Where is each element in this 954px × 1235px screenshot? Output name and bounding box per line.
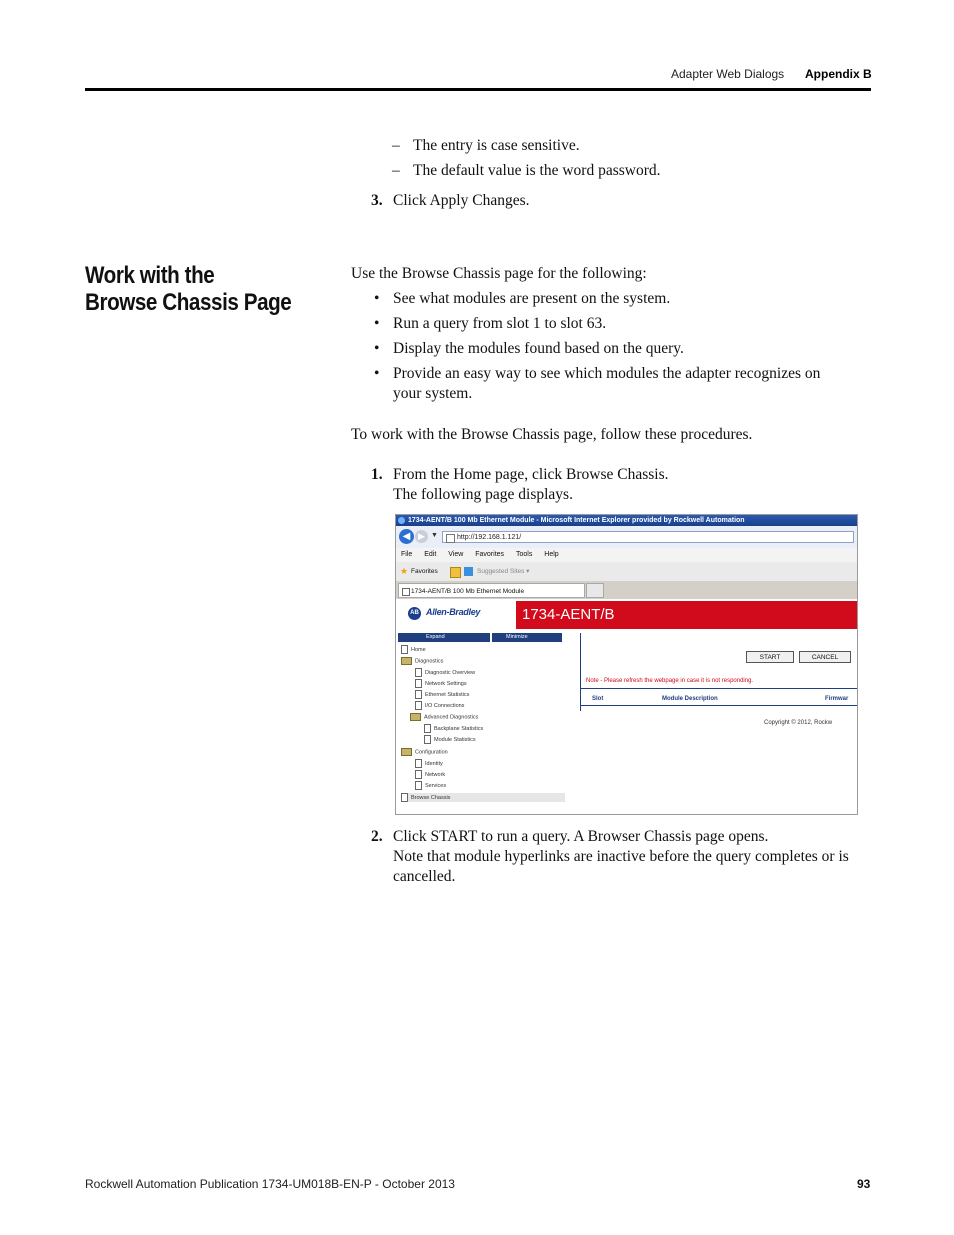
list-item-text: Display the modules found based on the query. (393, 340, 684, 357)
browser-tab[interactable] (398, 583, 585, 598)
menu-tools[interactable]: Tools (516, 551, 533, 558)
sidebar-item-label: I/O Connections (425, 702, 465, 709)
column-header-firmware: Firmwar (825, 696, 849, 702)
bullet-marker: • (374, 315, 380, 332)
window-titlebar (396, 515, 857, 526)
dash-marker: – (392, 162, 400, 179)
page-icon (446, 534, 455, 543)
ie-icon (398, 517, 405, 524)
sidebar-item-home[interactable] (401, 645, 426, 654)
ab-logo-icon: AB (408, 607, 421, 620)
document-icon (415, 690, 422, 699)
procedures-lead: To work with the Browse Chassis page, follow these procedures. (351, 426, 753, 443)
sidebar-item-backplane-statistics[interactable] (424, 724, 483, 733)
sidebar-item-label: Network (425, 771, 446, 778)
step-2 (371, 827, 865, 887)
menu-view[interactable]: View (448, 551, 464, 558)
sidenav-divider (490, 633, 492, 642)
section-lead: Use the Browse Chassis page for the following: (351, 265, 647, 282)
address-bar[interactable] (442, 531, 854, 543)
bullet-list (374, 289, 834, 404)
document-icon (424, 735, 431, 744)
document-icon (424, 724, 431, 733)
bullet-marker: • (374, 365, 380, 382)
document-icon (415, 759, 422, 768)
table-header-divider (580, 705, 857, 706)
sidebar-item-label: Home (411, 646, 426, 653)
expand-link[interactable]: Expand (426, 634, 445, 640)
page-number: 93 (857, 1177, 871, 1191)
document-icon (415, 701, 422, 710)
sidebar-item-label: Advanced Diagnostics (424, 714, 479, 721)
product-header: 1734-AENT/B (516, 601, 857, 629)
menu-help[interactable]: Help (544, 551, 559, 558)
page-banner (396, 601, 857, 629)
step-number: 3. (371, 192, 383, 209)
add-favorite-icon[interactable] (450, 567, 461, 578)
document-icon (401, 793, 408, 802)
brand-name: Allen-Bradley (426, 607, 481, 617)
brand-logo (398, 601, 516, 629)
folder-icon (410, 713, 421, 721)
list-item (374, 314, 834, 339)
sidebar-item-label: Services (425, 782, 447, 789)
sidebar-item-label: Browse Chassis (411, 794, 451, 801)
sidebar-item-advanced-diagnostics[interactable] (410, 713, 478, 722)
step-text: Click START to run a query. A Browser Chassis page opens. (393, 828, 769, 845)
dash-item (392, 136, 852, 161)
suggested-sites-link[interactable]: Suggested Sites ▾ (477, 568, 530, 575)
dash-item-text: The default value is the word password. (413, 162, 661, 179)
document-icon (415, 668, 422, 677)
step-text: From the Home page, click Browse Chassis. (393, 466, 669, 483)
sidebar-item-module-statistics[interactable] (424, 735, 476, 744)
sidebar-item-label: Network Settings (425, 680, 467, 687)
address-row (396, 526, 857, 548)
header-rule (85, 88, 871, 91)
suggested-sites-icon (464, 567, 473, 576)
address-url: http://192.168.1.121/ (457, 534, 522, 541)
cancel-button[interactable]: CANCEL (799, 651, 851, 663)
folder-icon (401, 748, 412, 756)
dash-list (392, 136, 852, 186)
running-header-appendix: Appendix B (805, 67, 872, 81)
sidebar-item-label: Diagnostic Overview (425, 669, 476, 676)
start-button[interactable]: START (746, 651, 794, 663)
bullet-marker: • (374, 290, 380, 307)
sidebar-item-label: Ethernet Statistics (425, 691, 470, 698)
sidebar-item-browse-chassis[interactable] (401, 793, 565, 802)
sidebar-item-label: Module Statistics (434, 736, 476, 743)
menu-edit[interactable]: Edit (424, 551, 437, 558)
history-dropdown-icon[interactable]: ▼ (431, 532, 438, 539)
sidebar-item-diagnostics[interactable] (401, 657, 443, 666)
list-item-text: See what modules are present on the system. (393, 290, 671, 307)
document-icon (401, 645, 408, 654)
menu-favorites[interactable]: Favorites (475, 551, 505, 558)
step-3 (371, 191, 873, 211)
dash-item (392, 161, 852, 186)
dash-marker: – (392, 137, 400, 154)
sidebar-item-services[interactable] (415, 781, 446, 790)
sidebar-item-ethernet-statistics[interactable] (415, 690, 469, 699)
minimize-link[interactable]: Minimize (506, 634, 528, 640)
sidebar-item-diagnostic-overview[interactable] (415, 668, 475, 677)
document-icon (415, 770, 422, 779)
bullet-marker: • (374, 340, 380, 357)
section-title: Work with the Browse Chassis Page (85, 262, 292, 316)
new-tab-button[interactable] (586, 583, 604, 598)
favorites-button[interactable]: Favorites (411, 568, 438, 575)
note-divider (580, 688, 857, 689)
list-item (374, 364, 833, 404)
list-item (374, 289, 834, 314)
menu-file[interactable]: File (401, 551, 413, 558)
step-number: 2. (371, 828, 383, 845)
document-icon (415, 781, 422, 790)
footer-publication: Rockwell Automation Publication 1734-UM018B-EN-P - October 2013 (85, 1177, 455, 1191)
dash-item-text: The entry is case sensitive. (413, 137, 580, 154)
forward-arrow-icon[interactable]: ▶ (415, 530, 428, 543)
sidebar-item-network[interactable] (415, 770, 445, 779)
back-arrow-icon[interactable]: ◀ (399, 529, 414, 544)
step-number: 1. (371, 466, 383, 483)
sidenav-controls (398, 633, 562, 642)
sidebar-item-identity[interactable] (415, 759, 443, 768)
list-item (374, 339, 834, 364)
window-title: 1734-AENT/B 100 Mb Ethernet Module - Microsoft Internet Explorer provided by Rockwell Automation (408, 517, 745, 524)
list-item-text: Provide an easy way to see which modules the adapter recognizes on your system. (393, 365, 821, 402)
sidebar-item-label: Backplane Statistics (434, 725, 484, 732)
tab-row (396, 581, 857, 599)
sidebar-item-label: Diagnostics (415, 658, 444, 665)
sidebar-item-network-settings[interactable] (415, 679, 467, 688)
sidebar-item-label: Configuration (415, 749, 448, 756)
sidebar-nav (398, 645, 566, 815)
refresh-note: Note - Please refresh the webpage in case it is not responding. (586, 678, 754, 684)
column-header-module-description: Module Description (662, 696, 718, 702)
document-icon (415, 679, 422, 688)
copyright-text: Copyright © 2012, Rockw (764, 720, 833, 726)
step-subtext: The following page displays. (393, 486, 573, 503)
column-header-slot: Slot (592, 696, 604, 702)
star-icon: ★ (400, 566, 409, 576)
menu-bar (396, 548, 857, 562)
running-header-section: Adapter Web Dialogs (671, 67, 785, 81)
tab-title: 1734-AENT/B 100 Mb Ethernet Module (411, 588, 525, 595)
folder-icon (401, 657, 412, 665)
browser-screenshot (395, 514, 858, 815)
list-item-text: Run a query from slot 1 to slot 63. (393, 315, 607, 332)
tab-page-icon (402, 588, 410, 596)
sidebar-item-label: Identity (425, 760, 443, 767)
web-page (396, 599, 857, 815)
favorites-bar (396, 562, 857, 581)
step-text: Click Apply Changes. (393, 192, 530, 209)
step-subtext: Note that module hyperlinks are inactive before the query completes or is cancelled. (393, 848, 849, 885)
sidebar-item-configuration[interactable] (401, 748, 448, 757)
content-divider (580, 633, 581, 711)
sidebar-item-io-connections[interactable] (415, 701, 464, 710)
step-1 (371, 465, 883, 505)
